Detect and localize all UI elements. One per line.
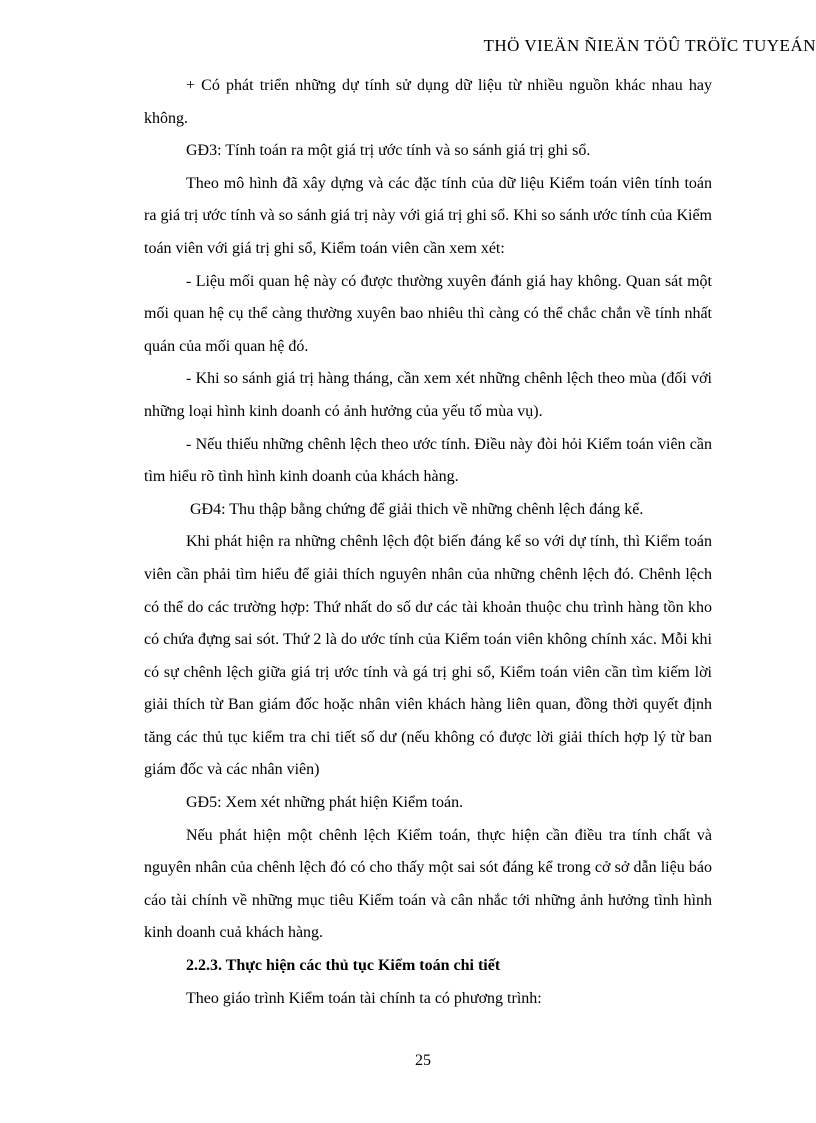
paragraph-equation-intro: Theo giáo trình Kiểm toán tài chính ta có phương trình: [186,989,542,1007]
paragraph-seasonal-differences: - Khi so sánh giá trị hàng tháng, cần xem xét những chênh lệch theo mùa (đối với những loại hình kinh doanh có ảnh hưởng của yếu tố mùa vụ). [144,370,712,420]
paragraph-bullet-data-sources: + Có phát triển những dự tính sử dụng dữ liệu từ nhiều nguồn khác nhau hay không. [144,77,712,127]
paragraph-gd4-heading: GĐ4: Thu thập bằng chứng để giải thich về những chênh lệch đáng kể. [190,500,644,518]
paragraph-audit-findings: Nếu phát hiện một chênh lệch Kiểm toán, thực hiện cần điều tra tính chất và nguyên nhân của chênh lệch đó có cho thấy một sai sót đáng kể trong cở sở dẫn liệu báo cáo tài chính về những mục tiêu Kiểm toán và cân nhắc tới những ảnh hưởng tình hình kinh doanh cuả khách hàng. [144,826,712,942]
paragraph-relationship-frequency: - Liệu mối quan hệ này có được thường xuyên đánh giá hay không. Quan sát một mối quan hệ cụ thể càng thường xuyên bao nhiêu thì càng có thể chắc chắn về tính nhất quán của mối quan hệ đó. [144,272,712,355]
paragraph-explain-differences: Khi phát hiện ra những chênh lệch đột biến đáng kể so với dự tính, thì Kiểm toán viên cần phải tìm hiểu để giải thích nguyên nhân của những chênh lệch đó. Chênh lệch có thể do các trường hợp: Thứ nhất do số dư các tài khoản thuộc chu trình hàng tồn kho có chứa đựng sai sót. Thứ 2 là do ước tính của Kiểm toán viên không chính xác. Mỗi khi có sự chênh lệch giữa giá trị ước tính và gá trị ghi sổ, Kiểm toán viên cần tìm kiếm lời giải thích từ Ban giám đốc hoặc nhân viên khách hàng liên quan, đồng thời quyết định tăng các thủ tục kiểm tra chi tiết số dư (nếu không có được lời giải thích hợp lý từ ban giám đốc và các nhân viên) [144,533,712,779]
paragraph-gd5-heading: GĐ5: Xem xét những phát hiện Kiểm toán. [186,794,464,812]
paragraph-gd3-heading: GĐ3: Tính toán ra một giá trị ước tính và so sánh giá trị ghi sổ. [186,142,591,160]
running-header: THÖ VIEÄN ÑIEÄN TÖÛ TRÖÏC TUYEÁN [483,36,816,55]
paragraph-estimate-comparison: Theo mô hình đã xây dựng và các đặc tính của dữ liệu Kiểm toán viên tính toán ra giá trị ước tính và so sánh giá trị này với giá trị ghi sổ. Khi so sánh ước tính của Kiểm toán viên với giá trị ghi sổ, Kiểm toán viên cần xem xét: [144,174,712,257]
section-heading-2-2-3: 2.2.3. Thực hiện các thủ tục Kiểm toán chi tiết [186,957,501,975]
body-text [144,70,712,1015]
page-number: 25 [415,1052,431,1069]
paragraph-missing-differences: - Nếu thiếu những chênh lệch theo ước tính. Điều này đòi hỏi Kiểm toán viên cần tìm hiểu rõ tình hình kinh doanh của khách hàng. [144,435,712,486]
